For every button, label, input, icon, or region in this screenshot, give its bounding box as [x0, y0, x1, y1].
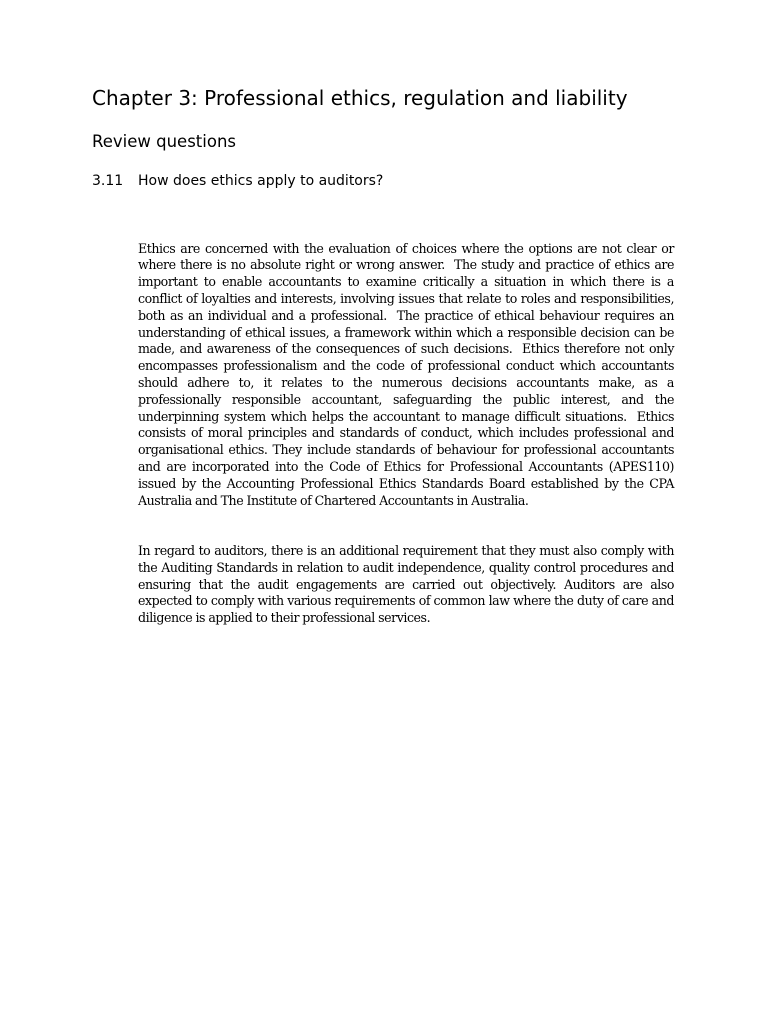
question-text: How does ethics apply to auditors? [138, 173, 384, 189]
chapter-title: Chapter 3: Professional ethics, regulation and liability [92, 86, 628, 110]
answer-body [138, 207, 678, 661]
section-heading: Review questions [92, 132, 236, 151]
answer-paragraph: Ethics are concerned with the evaluation of choices where the options are not clear or where there is no absolute right or wrong answer. The study and practice of ethics are important to enable accountants to examine critically a situation in which there is a conflict of loyalties and interests, involving issues that relate to roles and responsibilities, both as an individual and a professional. The practice of ethical behaviour requires an understanding of ethical issues, a framework within which a responsible decision can be made, and awareness of the consequences of such decisions. Ethics therefore not only encompasses professionalism and the code of professional conduct which accountants should adhere to, it relates to the numerous decisions accountants make, as a professionally responsible accountant, safeguarding the public interest, and the underpinning system which helps the accountant to manage difficult situations. Ethics consists of moral principles and standards of conduct, which includes professional and organisational ethics. They include standards of behaviour for professional accountants and are incorporated into the Code of Ethics for Professional Accountants (APES110) issued by the Accounting Professional Ethics Standards Board established by the CPA Australia and The Institute of Chartered Accountants in Australia. [138, 240, 678, 508]
question-number: 3.11 [92, 173, 124, 189]
question-heading [92, 171, 383, 191]
answer-paragraph: In regard to auditors, there is an additional requirement that they must also comply with the Auditing Standards in relation to audit independence, quality control procedures and ensuring that the audit engagements are carried out objectively. Auditors are also expected to comply with various requirements of common law where the duty of care and diligence is applied to their professional services. [138, 542, 678, 626]
